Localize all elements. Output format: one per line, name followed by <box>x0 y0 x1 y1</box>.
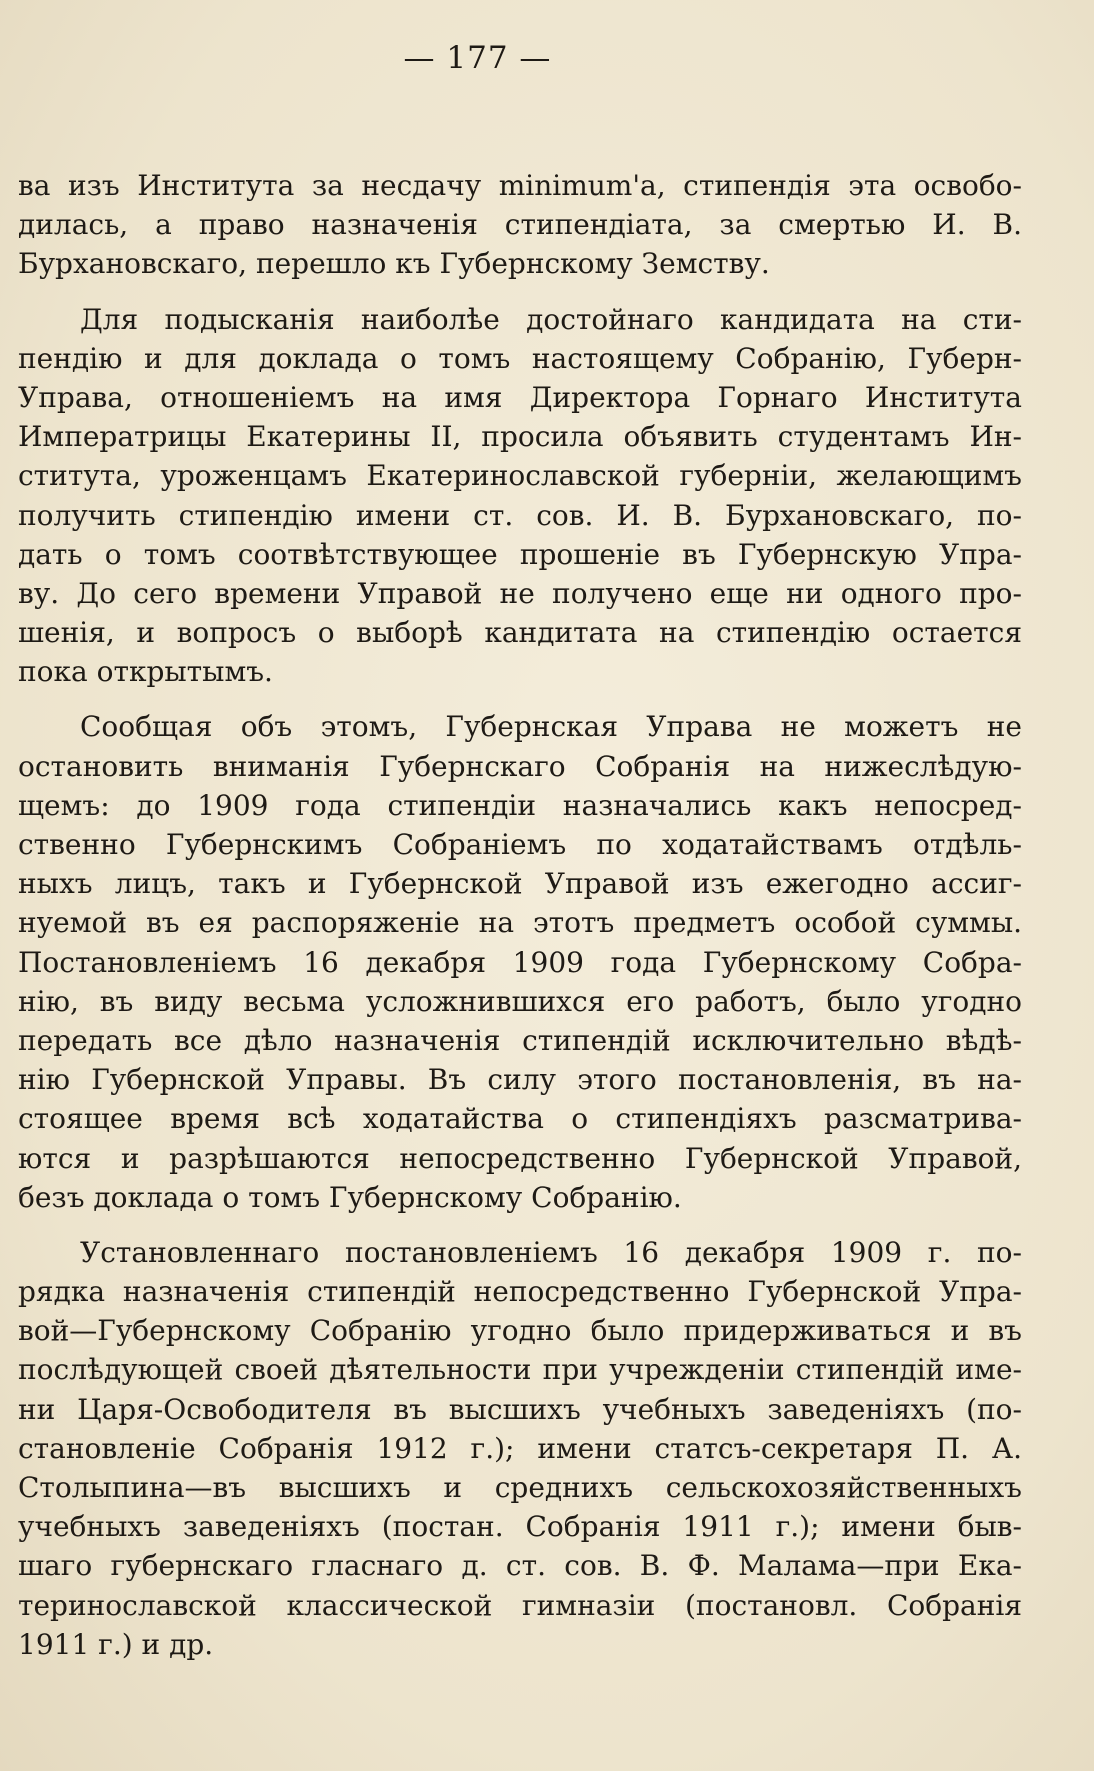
text-line: нуемой въ ея распоряженіе на этотъ предметъ особой суммы. <box>18 906 1022 940</box>
text-line: ни Царя-Освободителя въ высшихъ учебныхъ заведеніяхъ (по- <box>18 1392 1022 1426</box>
text-line: Для подысканія наиболѣе достойнаго кандидата на сти- <box>80 302 1022 336</box>
text-line: послѣдующей своей дѣятельности при учрежденіи стипендій име- <box>18 1353 1022 1387</box>
text-line: Столыпина—въ высшихъ и среднихъ сельскохозяйственныхъ <box>18 1471 1022 1504</box>
paragraph-gap <box>18 1217 1022 1233</box>
text-line: пока открытымъ. <box>18 655 273 689</box>
paragraph-gap <box>18 284 1022 300</box>
text-line: пендію и для доклада о томъ настоящему Собранію, Губерн- <box>18 341 1022 375</box>
text-line: передать все дѣло назначенія стипендій исключительно вѣдѣ- <box>18 1023 1022 1057</box>
text-line: нію, въ виду весьма усложнившихся его работъ, было угодно <box>18 984 1022 1018</box>
text-line: нію Губернской Управы. Въ силу этого постановленія, въ на- <box>18 1063 1022 1097</box>
text-line: дать о томъ соотвѣтствующее прошеніе въ Губернскую Упра- <box>18 537 1022 571</box>
text-line: ются и разрѣшаются непосредственно Губернской Управой, <box>18 1141 1022 1175</box>
text-body <box>18 166 1022 1664</box>
text-line: ныхъ лицъ, такъ и Губернской Управой изъ ежегодно ассиг- <box>18 867 1022 901</box>
text-line: дилась, а право назначенія стипендіата, за смертью И. В. <box>18 208 1022 242</box>
text-line: ву. До сего времени Управой не получено еще ни одного про- <box>18 576 1022 610</box>
text-line: стоящее время всѣ ходатайства о стипендіяхъ разсматрива- <box>18 1102 1022 1136</box>
paragraph-4 <box>18 1233 1022 1664</box>
text-line: Постановленіемъ 16 декабря 1909 года Губернскому Собра- <box>18 945 1022 979</box>
text-line: ститута, уроженцамъ Екатеринославской губерніи, желающимъ <box>18 459 1022 493</box>
text-line: вой—Губернскому Собранію угодно было придерживаться и въ <box>18 1314 1022 1348</box>
text-line: Управа, отношеніемъ на имя Директора Горнаго Института <box>18 380 1022 414</box>
text-line: теринославской классической гимназіи (постановл. Собранія <box>18 1588 1022 1622</box>
text-line: Сообщая объ этомъ, Губернская Управа не можетъ не <box>80 710 1022 744</box>
text-line: учебныхъ заведеніяхъ (постан. Собранія 1911 г.); имени быв- <box>18 1510 1022 1544</box>
text-line: шенія, и вопросъ о выборѣ кандитата на стипендію остается <box>18 616 1022 650</box>
text-line: остановить вниманія Губернскаго Собранія на нижеслѣдую- <box>18 749 1022 783</box>
text-line: рядка назначенія стипендій непосредственно Губернской Упра- <box>18 1275 1022 1309</box>
text-line: получить стипендію имени ст. сов. И. В. Бурхановскаго, по- <box>18 498 1022 532</box>
text-line: 1911 г.) и др. <box>18 1627 214 1661</box>
text-line: Бурхановскаго, перешло къ Губернскому Земству. <box>18 247 770 281</box>
text-line: ва изъ Института за несдачу minimum'а, стипендія эта освобо- <box>18 169 1022 202</box>
paragraph-3 <box>18 707 1022 1216</box>
paragraph-1 <box>18 166 1022 284</box>
text-line: безъ доклада о томъ Губернскому Собранію. <box>18 1180 682 1214</box>
page-number: — 177 — <box>403 40 552 76</box>
paragraph-gap <box>18 691 1022 707</box>
paragraph-2 <box>18 300 1022 692</box>
text-line: ственно Губернскимъ Собраніемъ по ходатайствамъ отдѣль- <box>18 828 1022 861</box>
text-line: Установленнаго постановленіемъ 16 декабря 1909 г. по- <box>80 1235 1022 1269</box>
text-line: Императрицы Екатерины II, просила объявить студентамъ Ин- <box>18 420 1022 454</box>
text-line: щемъ: до 1909 года стипендіи назначались какъ непосред- <box>18 788 1022 822</box>
text-line: становленіе Собранія 1912 г.); имени статсъ-секретаря П. А. <box>18 1431 1022 1465</box>
text-line: шаго губернскаго гласнаго д. ст. сов. В. Ф. Малама—при Ека- <box>18 1549 1022 1583</box>
